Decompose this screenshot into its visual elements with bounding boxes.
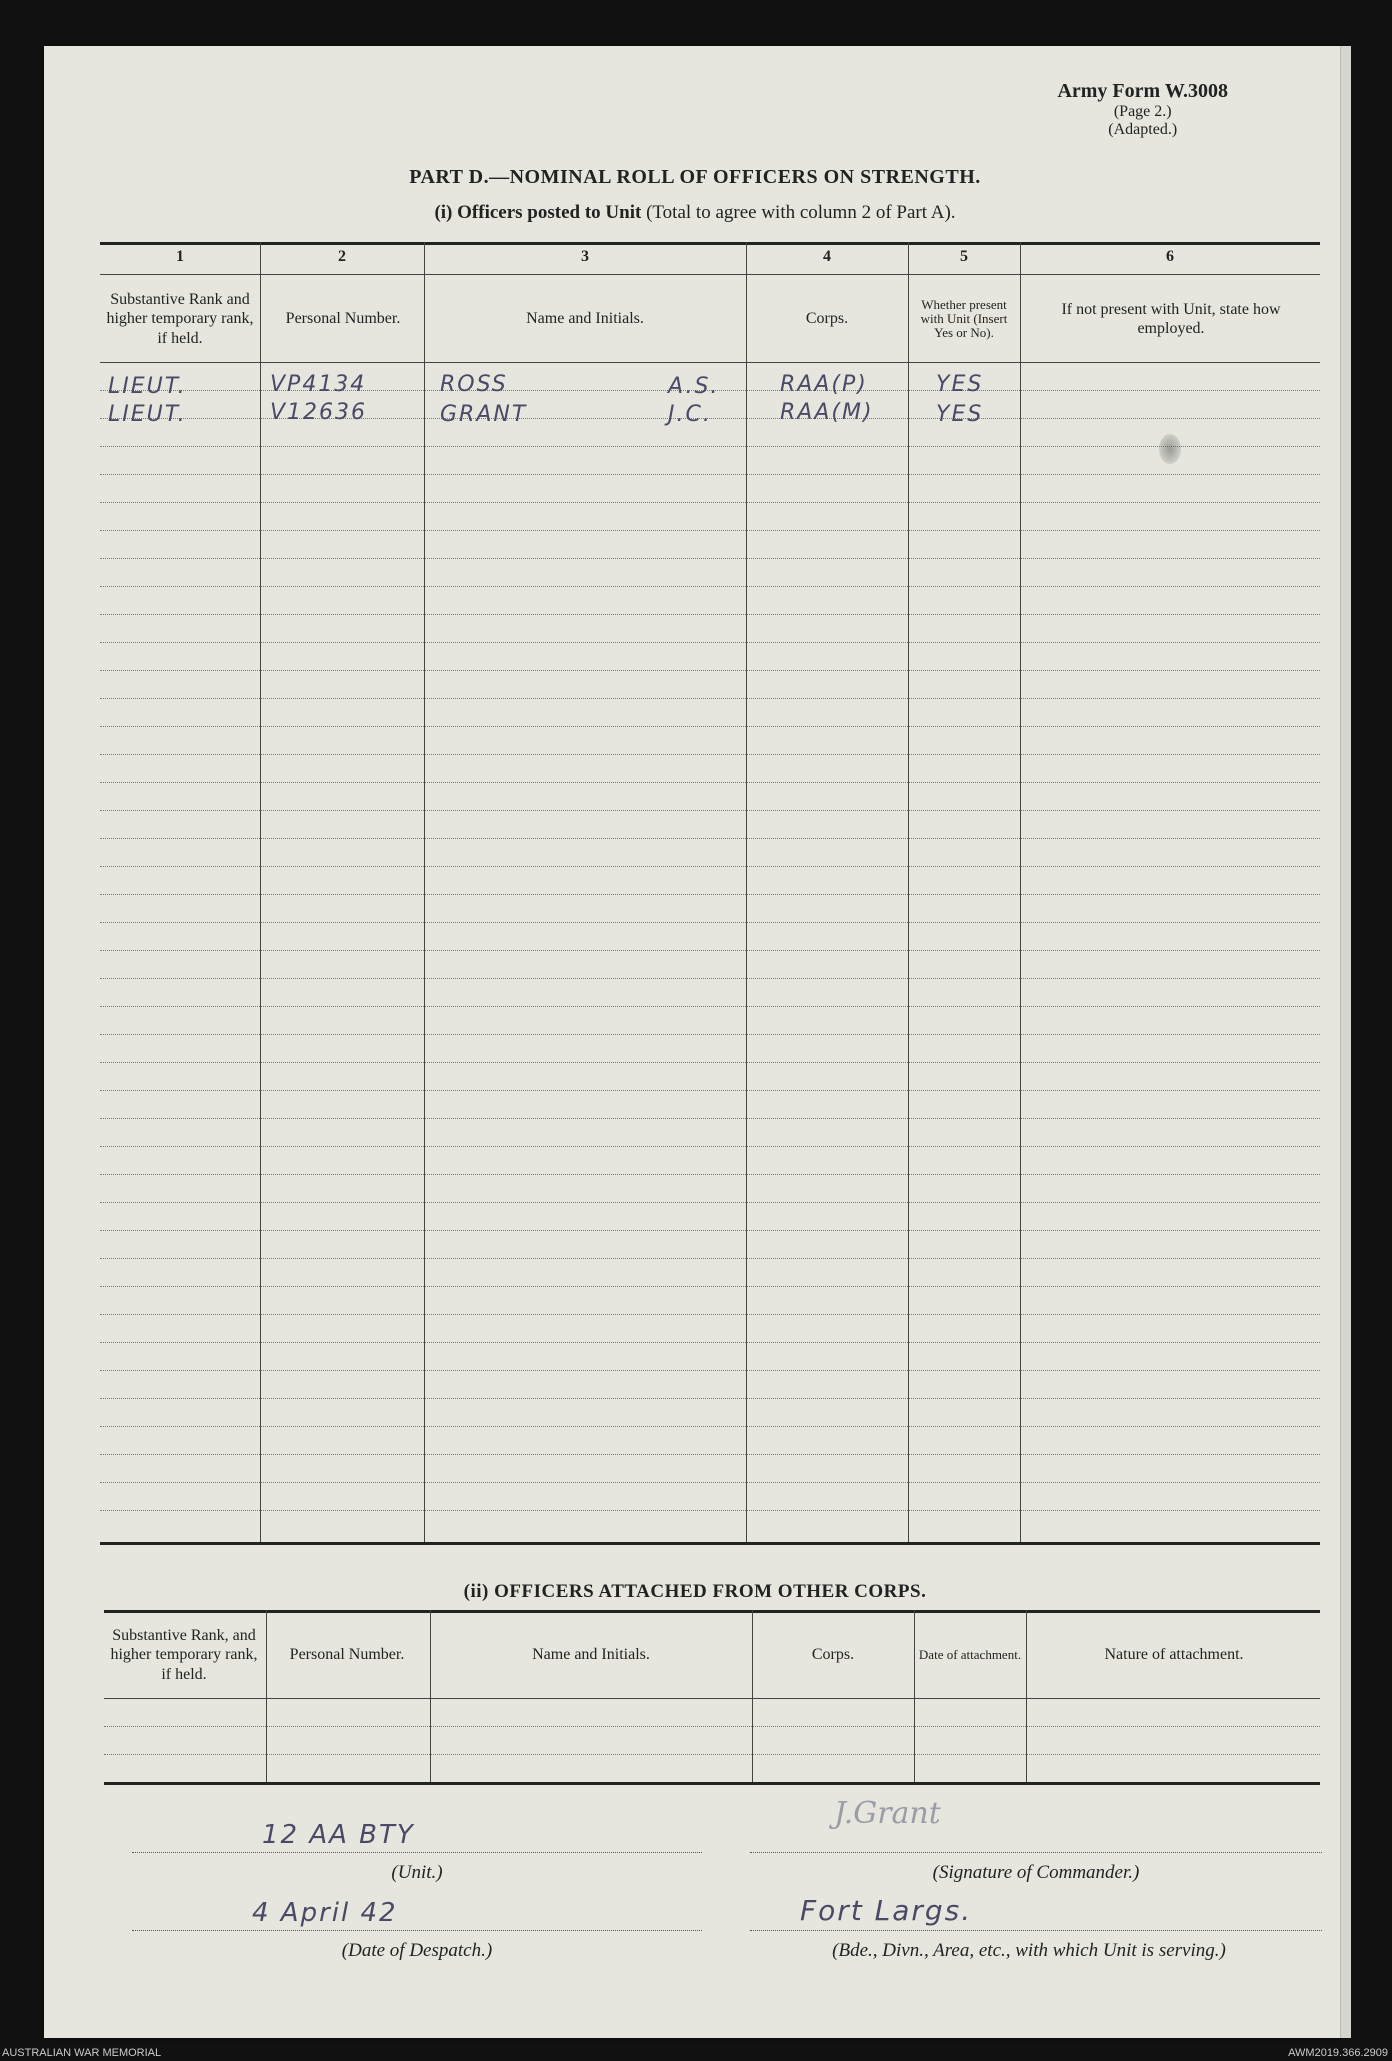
- ruled-line: [100, 866, 1320, 867]
- ruled-line: [100, 1482, 1320, 1483]
- section-subtitle-bold: (i) Officers posted to Unit: [434, 202, 642, 223]
- ruled-line: [100, 1454, 1320, 1455]
- ruled-line: [100, 1230, 1320, 1231]
- commander-signature: J.Grant: [834, 1796, 941, 1831]
- header-corps: Corps.: [805, 310, 849, 328]
- officers-posted-table: [100, 242, 1320, 1552]
- credit-right: AWM2019.366.2909: [1288, 2047, 1388, 2059]
- ruled-line: [100, 1006, 1320, 1007]
- form-page: [44, 46, 1346, 2038]
- ruled-line: [100, 950, 1320, 951]
- section-ii-title: (ii) OFFICERS ATTACHED FROM OTHER CORPS.: [463, 1581, 927, 1602]
- ink-smudge: [1159, 434, 1181, 464]
- ruled-line: [100, 754, 1320, 755]
- row2-rank: LIEUT.: [108, 402, 187, 427]
- part-title: PART D.—NOMINAL ROLL OF OFFICERS ON STRENGTH.: [409, 166, 981, 188]
- col-number-6: 6: [1166, 248, 1174, 265]
- col-number-2: 2: [338, 248, 346, 265]
- ruled-line: [100, 1370, 1320, 1371]
- col-number-5: 5: [960, 248, 968, 265]
- ruled-line: [100, 1090, 1320, 1091]
- ruled-line: [100, 782, 1320, 783]
- ruled-line: [100, 894, 1320, 895]
- ruled-line: [100, 502, 1320, 503]
- col-number-1: 1: [176, 248, 184, 265]
- att-header-personal-number: Personal Number.: [289, 1646, 405, 1664]
- ruled-line: [100, 1062, 1320, 1063]
- ruled-line: [100, 614, 1320, 615]
- ruled-line: [100, 810, 1320, 811]
- ruled-line: [100, 474, 1320, 475]
- ruled-line: [100, 670, 1320, 671]
- col-number-4: 4: [823, 248, 831, 265]
- ruled-line: [100, 1258, 1320, 1259]
- unit-value: 12 AA BTY: [262, 1820, 415, 1850]
- credit-left: AUSTRALIAN WAR MEMORIAL: [2, 2047, 162, 2059]
- row2-personal-number: V12636: [270, 400, 368, 425]
- row2-name: GRANT: [440, 402, 528, 427]
- form-name: Army Form W.3008: [1057, 80, 1228, 102]
- form-page-number: (Page 2.): [1113, 103, 1172, 120]
- ruled-line: [100, 642, 1320, 643]
- ruled-line: [100, 586, 1320, 587]
- ruled-line: [100, 1510, 1320, 1511]
- att-header-name-initials: Name and Initials.: [532, 1646, 650, 1664]
- att-header-corps: Corps.: [811, 1646, 855, 1664]
- ruled-line: [100, 978, 1320, 979]
- ruled-line: [100, 1034, 1320, 1035]
- signature-label: (Signature of Commander.): [932, 1862, 1140, 1883]
- ruled-line: [100, 1286, 1320, 1287]
- unit-label: (Unit.): [391, 1862, 443, 1883]
- ruled-line: [100, 558, 1320, 559]
- ruled-line: [100, 838, 1320, 839]
- row1-rank: LIEUT.: [108, 374, 187, 399]
- header-not-present: If not present with Unit, state how employed.: [1061, 300, 1281, 337]
- row1-initials: A.S.: [668, 374, 720, 399]
- att-header-nature: Nature of attachment.: [1104, 1646, 1244, 1664]
- header-personal-number: Personal Number.: [285, 310, 401, 328]
- row2-initials: J.C.: [668, 402, 712, 427]
- row1-corps: RAA(P): [780, 372, 868, 397]
- header-name-initials: Name and Initials.: [526, 310, 644, 328]
- ruled-line: [100, 1146, 1320, 1147]
- ruled-line: [100, 1118, 1320, 1119]
- row1-name: ROSS: [440, 372, 508, 397]
- officers-attached-table: [104, 1576, 1320, 1806]
- col-number-3: 3: [581, 248, 589, 265]
- header-rank: Substantive Rank and higher temporary rank, if held.: [106, 291, 254, 347]
- form-identifier: [1057, 80, 1228, 140]
- att-header-rank: Substantive Rank, and higher temporary rank, if held.: [110, 1627, 258, 1683]
- ruled-line: [100, 726, 1320, 727]
- ruled-line: [100, 1202, 1320, 1203]
- ruled-line: [100, 1342, 1320, 1343]
- ruled-line: [100, 446, 1320, 447]
- date-label: (Date of Despatch.): [341, 1940, 493, 1961]
- row1-personal-number: VP4134: [270, 372, 367, 397]
- att-header-date: Date of attachment.: [918, 1646, 1022, 1662]
- header-present: Whether present with Unit (Insert Yes or No).: [920, 296, 1008, 341]
- ruled-line: [100, 1426, 1320, 1427]
- ruled-line: [100, 1174, 1320, 1175]
- date-value: 4 April 42: [252, 1898, 398, 1928]
- ruled-line: [100, 1398, 1320, 1399]
- ruled-line: [100, 1314, 1320, 1315]
- ruled-line: [100, 530, 1320, 531]
- section-subtitle-rest: (Total to agree with column 2 of Part A).: [641, 202, 956, 223]
- paper-edge: [1340, 46, 1351, 2038]
- ruled-line: [100, 698, 1320, 699]
- section-subtitle: [44, 202, 1346, 224]
- bde-label: (Bde., Divn., Area, etc., with which Unit is serving.): [832, 1940, 1226, 1961]
- ruled-line: [100, 922, 1320, 923]
- form-adapted: (Adapted.): [1108, 121, 1178, 139]
- bde-value: Fort Largs.: [800, 1894, 973, 1927]
- row1-present: YES: [936, 372, 984, 397]
- row2-present: YES: [936, 402, 984, 427]
- row2-corps: RAA(M): [780, 400, 874, 425]
